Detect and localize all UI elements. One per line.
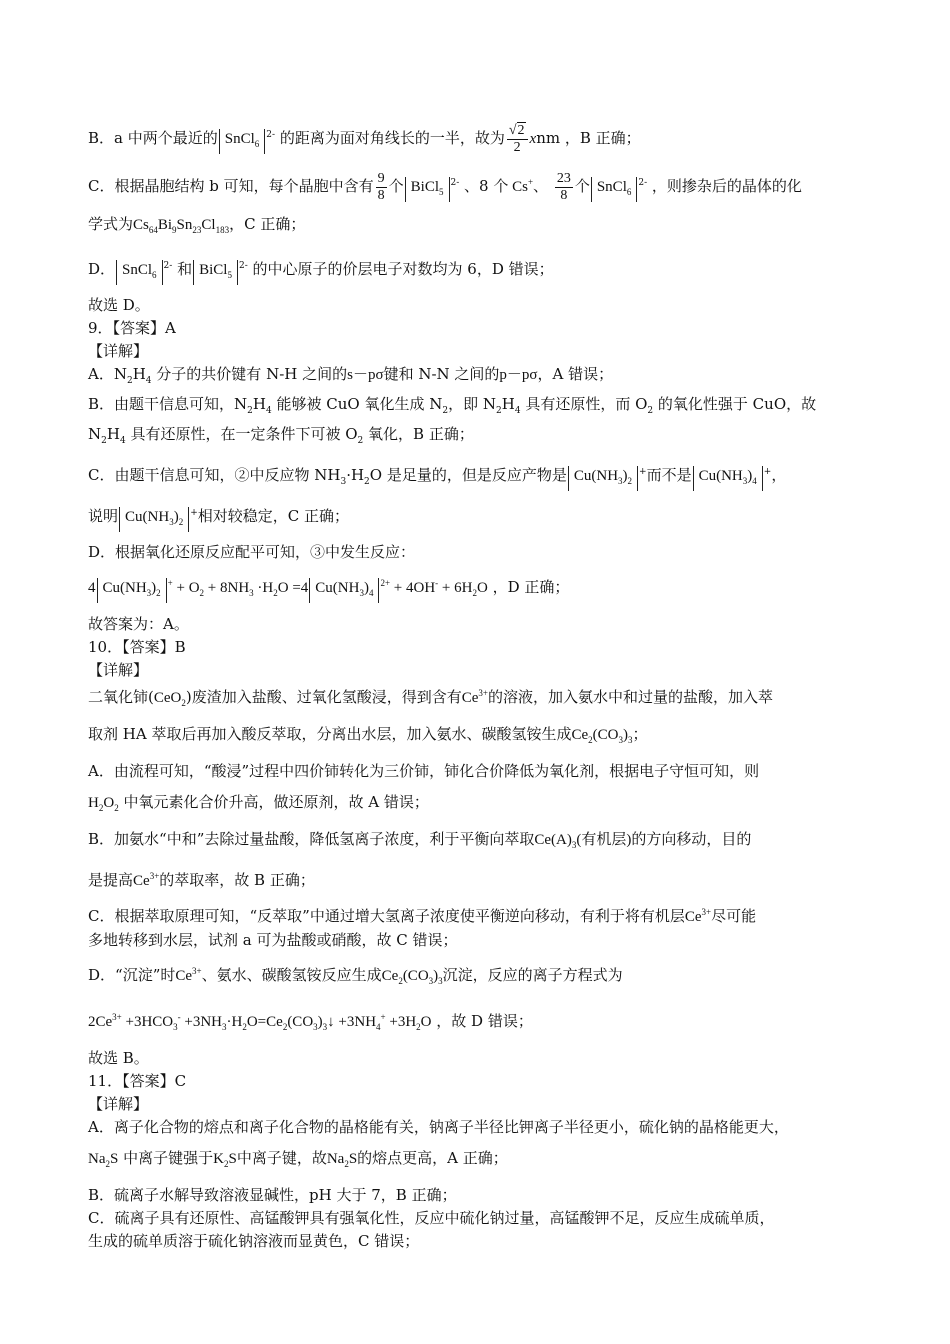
line-10-conclusion: 故选 B。	[88, 1049, 149, 1067]
q10-explain-heading: 【详解】	[88, 661, 149, 679]
q11-explain-heading: 【详解】	[88, 1095, 149, 1113]
q9-answer: 9．【答案】A	[88, 319, 176, 337]
line-10d-1: D．“沉淀”时$Ce^{3+}$、氨水、碳酸氢铵反应生成$Ce_2(CO_3)_3$沉淀，反应的离子方程式为	[88, 966, 623, 986]
line-11b: B．硫离子水解导致溶液显碱性，pH 大于 7，B 正确；	[88, 1186, 457, 1204]
q9-explain-heading: 【详解】	[88, 342, 149, 360]
line-10-intro-1: 二氧化铈(CeO$_2$)废渣加入盐酸、过氧化氢酸浸，得到含有$Ce^{3+}$的溶液，加入氨水中和过量的盐酸，加入萃	[88, 688, 773, 708]
line-10a-1: A．由流程可知，“酸浸”过程中四价铈转化为三价铈，铈化合价降低为氧化剂，根据电子守恒可知，则	[88, 762, 760, 780]
line-10c-1: C．根据萃取原理可知，“反萃取”中通过增大氢离子浓度使平衡逆向移动，有利于将有机层$Ce^{3+}$尽可能	[88, 907, 757, 925]
line-10c-2: 多地转移到水层，试剂 a 可为盐酸或硝酸，故 C 错误；	[88, 931, 458, 949]
q11-answer: 11．【答案】C	[88, 1072, 187, 1090]
line-11c-2: 生成的硫单质溶于硫化钠溶液而显黄色，C 错误；	[88, 1232, 420, 1250]
line-10b-2: 是提高$Ce^{3+}$的萃取率，故 B 正确；	[88, 871, 315, 889]
line-10b-1: B．加氨水“中和”去除过量盐酸，降低氢离子浓度，利于平衡向萃取$Ce(A)_3$(有机层)的方向移动，目的	[88, 830, 752, 850]
line-9-conclusion: 故答案为：A。	[88, 615, 189, 633]
line-8-conclusion: 故选 D。	[88, 296, 150, 314]
line-10-intro-2: 取剂 HA 萃取后再加入酸反萃取，分离出水层，加入氨水、碳酸氢铵生成$Ce_2(CO_3)_3$；	[88, 725, 648, 745]
line-11a-2: $Na_2S$ 中离子键强于$K_2S$中离子键，故$Na_2S$的熔点更高，A 正确；	[88, 1149, 508, 1169]
document-page	[88, 118, 863, 1252]
line-9c-1: C．由题干信息可知，②中反应物 $NH_3\cdot H_2O$ 是足量的，但是反应产物是 $Cu(NH_3)_2^+$而不是 $Cu(NH_3)_4^+$，	[88, 461, 863, 493]
line-10a-2: $H_2O_2$ 中氧元素化合价升高，做还原剂，故 A 错误；	[88, 793, 429, 813]
line-9c-2: 说明 $Cu(NH_3)_2^+$相对较稳定，C 正确；	[88, 502, 863, 532]
line-9a: A．$N_2H_4$ 分子的共价键有 N-H 之间的s－pσ键和 N-N 之间的p－pσ，A 错误；	[88, 365, 614, 386]
line-11c-1: C．硫离子具有还原性、高锰酸钾具有强氧化性，反应中硫化钠过量，高锰酸钾不足，反应生成硫单质，	[88, 1209, 775, 1227]
line-11a-1: A．离子化合物的熔点和离子化合物的晶格能有关，钠离子半径比钾离子半径更小，硫化钠的晶格能更大，	[88, 1118, 789, 1136]
line-9b-2: $N_2H_4$ 具有还原性，在一定条件下可被 $O_2$ 氧化，B 正确；	[88, 425, 474, 446]
line-9d-1: D．根据氧化还原反应配平可知，③中发生反应：	[88, 543, 416, 561]
line-9b-1: B．由题干信息可知，$N_2H_4$ 能够被 CuO 氧化生成 $N_2$，即 $N_2H_4$ 具有还原性，而 $O_2$ 的氧化性强于 CuO，故	[88, 395, 817, 416]
line-8b: B．a 中两个最近的 SnCl$_6^{2-}$ 的距离为面对角线长的一半，故为 $\frac{√2}{2}$ xnm ，B 正确；	[88, 122, 641, 155]
q10-answer: 10．【答案】B	[88, 638, 186, 656]
line-8c-2: 学式为$Cs_{64}Bi_9Sn_{23}Cl_{183}$，C 正确；	[88, 215, 306, 235]
line-8c-1: C．根据晶胞结构 b 可知，每个晶胞中含有 $\frac{9}{8}$ 个 BiCl$_5^{2-}$ 、8 个 Cs+、 $\frac{23}{8}$ 个 SnCl$_6^{2-}$ ，则掺杂后的晶体的化	[88, 170, 802, 203]
line-8d: D． SnCl$_6^{2-}$ 和 BiCl$_5^{2-}$ 的中心原子的价层电子对数均为 6，D 错误；	[88, 255, 863, 285]
line-9d-equation: 4 $Cu(NH_3)_2^+ + O_2 + 8NH_3 \cdot H_2O =4$ $Cu(NH_3)_4^{2+} + 4OH^- + 6H_2O$ ，D 正确；	[88, 572, 863, 604]
line-10d-equation: $2Ce^{3+} +3HCO_3^-$ $+3NH_3\cdot H_2O=Ce_2(CO_3)_3↓ +3NH_4^+ +3H_2O$ ，故 D 错误；	[88, 1012, 533, 1032]
